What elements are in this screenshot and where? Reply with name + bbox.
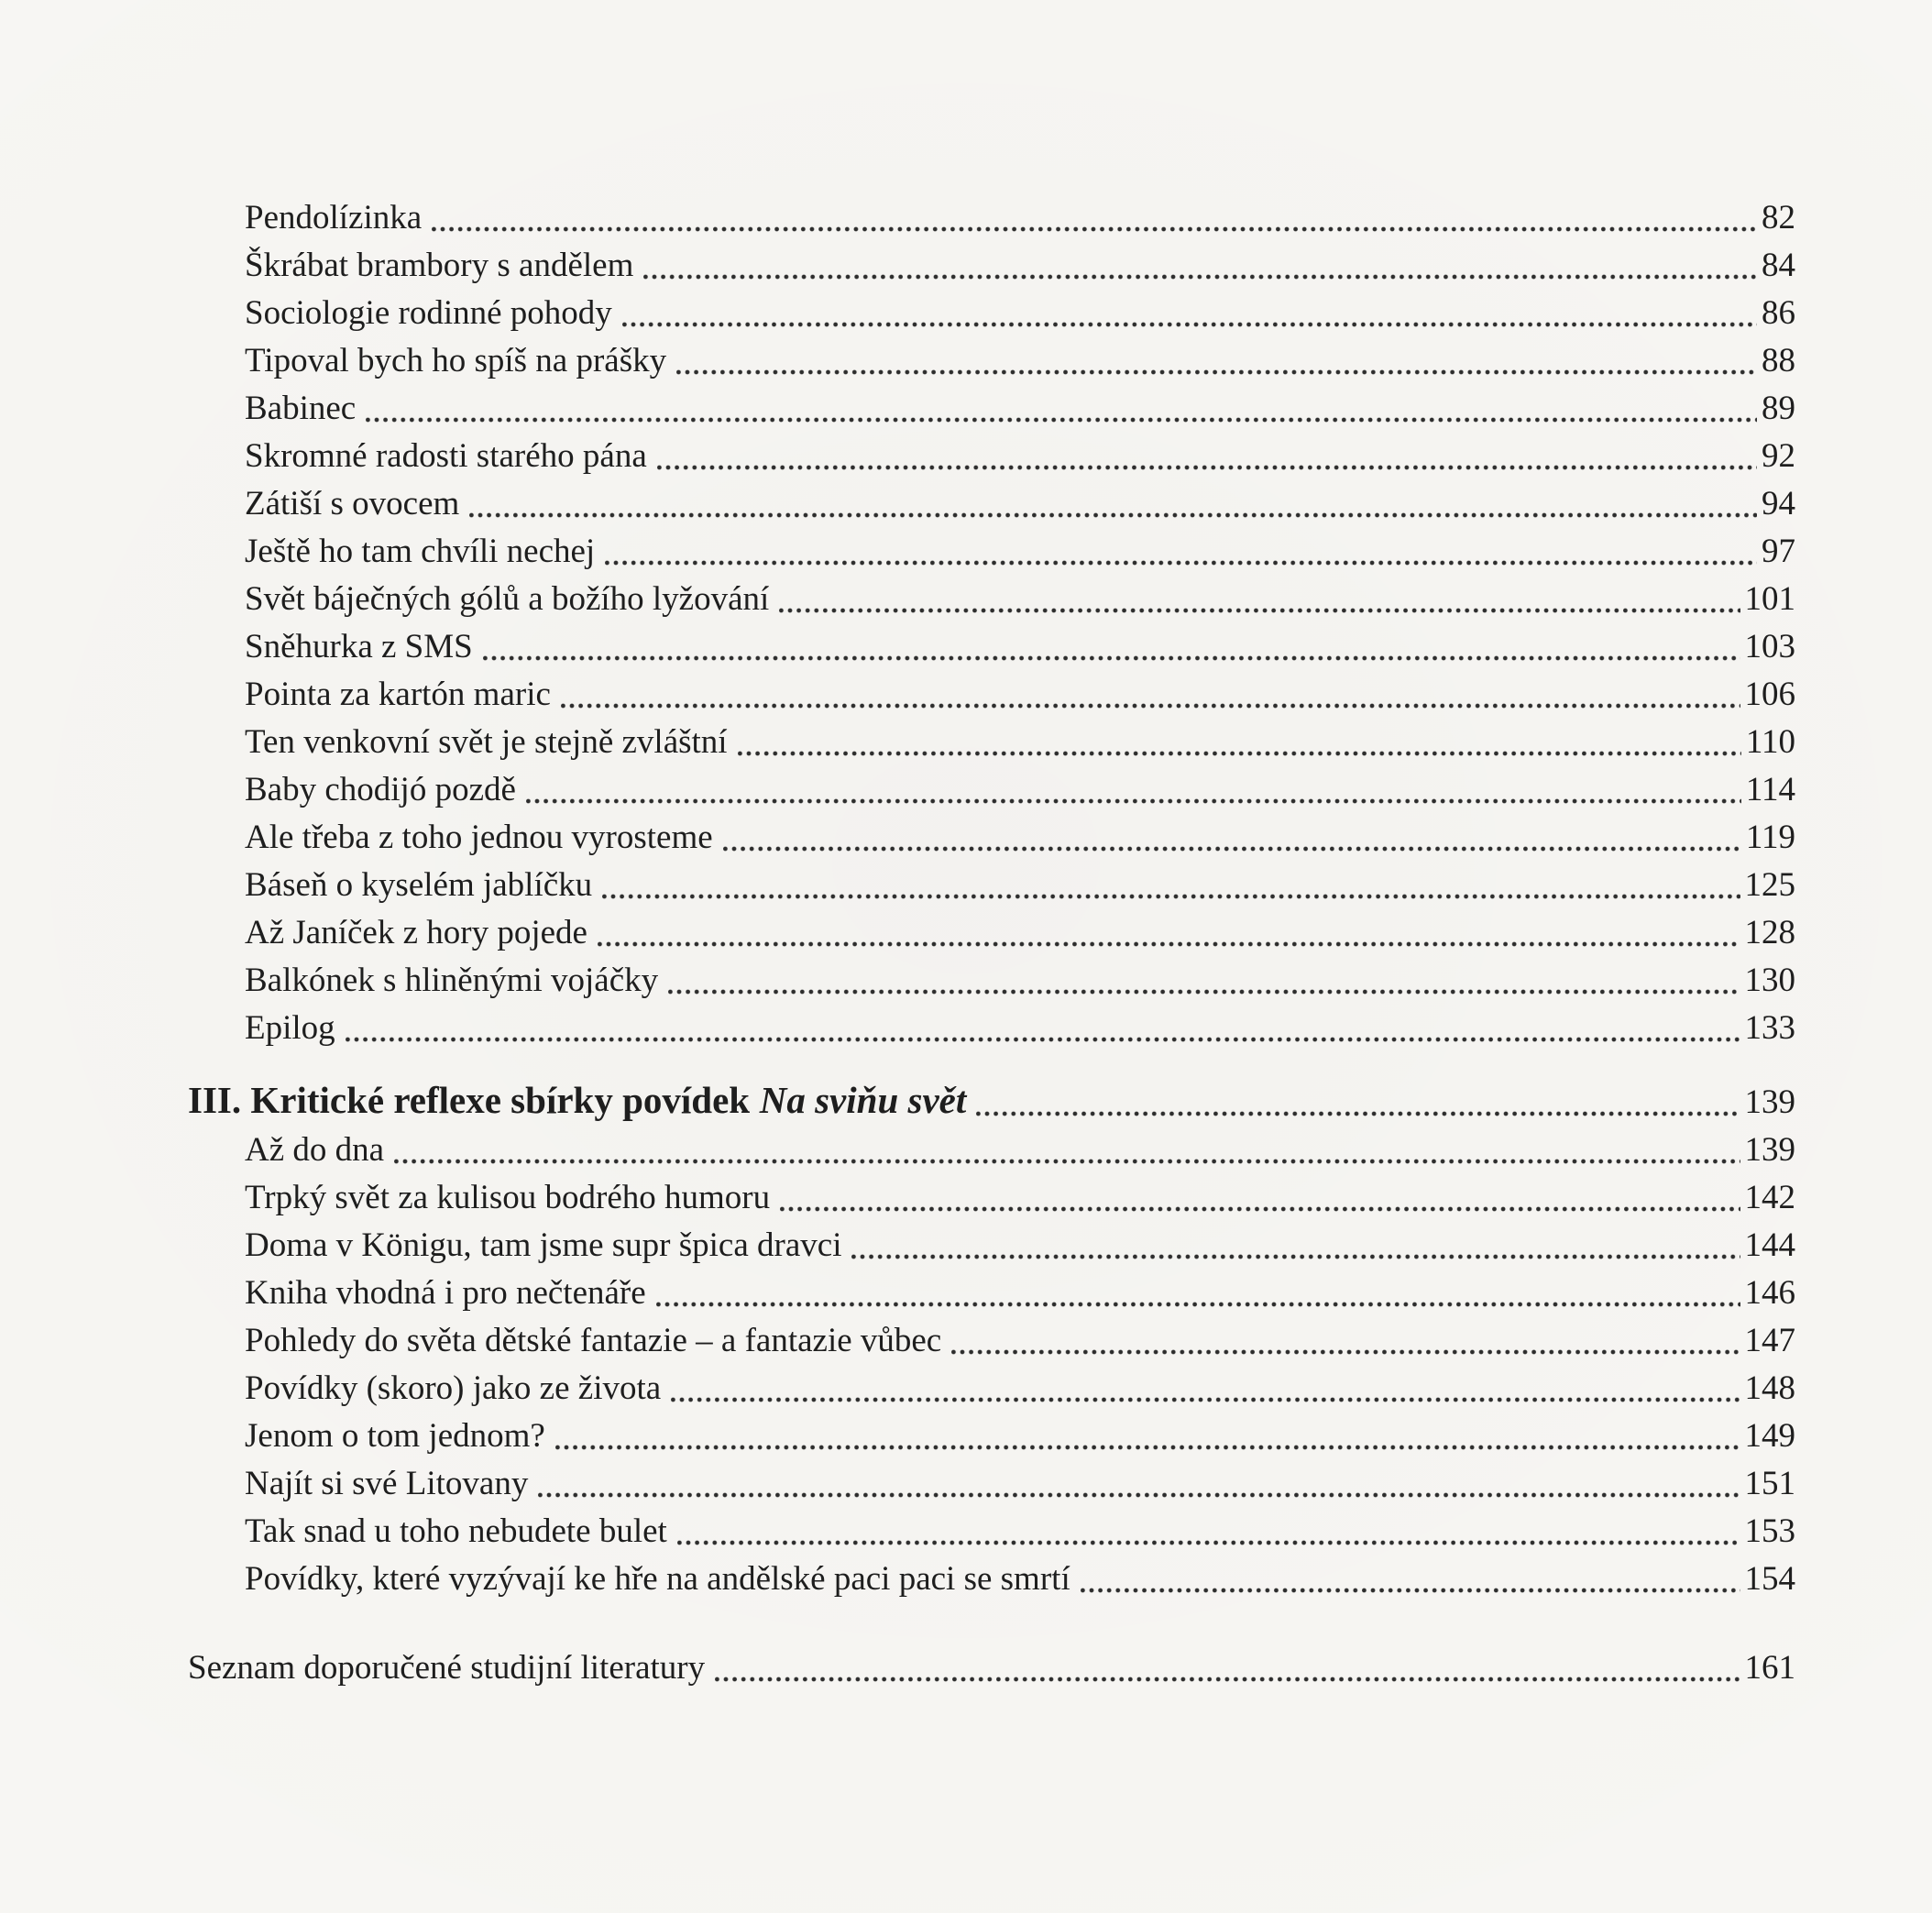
toc-entry-page: 89: [1762, 390, 1795, 427]
toc-entry-row: [188, 290, 1795, 337]
toc-entry-title: Báseň o kyselém jablíčku: [245, 866, 593, 904]
dot-leader: [469, 480, 1757, 528]
dot-leader: [643, 242, 1757, 290]
toc-entry-page: 84: [1762, 247, 1795, 284]
toc-entry-title: Pointa za kartón maric: [245, 676, 551, 713]
toc-entry-row: [188, 1413, 1795, 1460]
toc-entry-title: Pohledy do světa dětské fantazie – a fantazie vůbec: [245, 1322, 942, 1359]
toc-entry-page: 110: [1745, 723, 1795, 761]
toc-entry-title: Sněhurka z SMS: [245, 628, 473, 665]
toc-entry-title: Tipoval bych ho spíš na prášky: [245, 342, 667, 379]
dot-leader: [483, 623, 1740, 671]
toc-entry-page: 88: [1762, 342, 1795, 379]
toc-entry-row: [188, 576, 1795, 623]
toc-entry-page: 151: [1744, 1465, 1795, 1502]
toc-entry-page: 149: [1744, 1417, 1795, 1455]
toc-entry-row: [188, 337, 1795, 385]
dot-leader: [346, 1005, 1740, 1052]
toc-entry-row: [188, 671, 1795, 719]
dot-leader: [723, 814, 1741, 862]
toc-entry-page: 114: [1745, 771, 1795, 808]
toc-entry-row: [188, 194, 1795, 242]
dot-leader: [677, 1508, 1740, 1556]
dot-leader: [780, 1174, 1740, 1222]
toc-entry-page: 94: [1762, 485, 1795, 522]
toc-entry-row: [188, 1556, 1795, 1603]
dot-leader: [598, 909, 1740, 957]
toc-entry-title: Povídky, které vyzývají ke hře na andělské paci paci se smrtí: [245, 1560, 1070, 1598]
toc-entry-row: [188, 862, 1795, 909]
toc-entry-title: Ještě ho tam chvíli nechej: [245, 533, 596, 570]
toc-entry-page: 125: [1744, 866, 1795, 904]
toc-entry-row: [188, 1127, 1795, 1174]
toc-entry-page: 92: [1762, 437, 1795, 475]
toc-entry-row: [188, 1174, 1795, 1222]
toc-entry-title: Zátiší s ovocem: [245, 485, 460, 522]
toc-entry-row: [188, 623, 1795, 671]
toc-entry-page: 147: [1744, 1322, 1795, 1359]
dot-leader: [657, 433, 1757, 480]
toc-entry-page: 153: [1744, 1512, 1795, 1550]
toc-entry-row: [188, 528, 1795, 576]
dot-leader: [951, 1317, 1740, 1365]
toc-entry-page: 130: [1744, 962, 1795, 999]
toc-entry-row: [188, 814, 1795, 862]
toc-entry-title: Pendolízinka: [245, 199, 423, 236]
dot-leader: [671, 1365, 1740, 1413]
toc-entry-row: [188, 433, 1795, 480]
toc-entry-page: 128: [1744, 914, 1795, 951]
toc-entry-row: [188, 1270, 1795, 1317]
toc-entry-page: 148: [1744, 1369, 1795, 1407]
toc-literature-row: [188, 1644, 1795, 1692]
toc-entry-row: [188, 1508, 1795, 1556]
dot-leader: [555, 1413, 1740, 1460]
toc-entry-page: 86: [1762, 294, 1795, 332]
dot-leader: [538, 1460, 1740, 1508]
toc-entry-row: [188, 1222, 1795, 1270]
toc-entry-title: Škrábat brambory s andělem: [245, 247, 634, 284]
toc-entry-title: Baby chodijó pozdě: [245, 771, 516, 808]
toc-entry-title: Epilog: [245, 1009, 335, 1047]
toc-entry-page: 119: [1745, 819, 1795, 856]
toc-section-heading-row: [188, 1076, 1795, 1127]
toc-entry-page: 106: [1744, 676, 1795, 713]
toc-entry-title: Trpký svět za kulisou bodrého humoru: [245, 1179, 771, 1216]
toc-entry-title: Ten venkovní svět je stejně zvláštní: [245, 723, 728, 761]
toc-entry-title: Sociologie rodinné pohody: [245, 294, 612, 332]
dot-leader: [1081, 1556, 1740, 1603]
toc-entry-row: [188, 1317, 1795, 1365]
toc-entry-page: 139: [1744, 1083, 1795, 1121]
toc-entry-row: [188, 385, 1795, 433]
toc-entry-row: [188, 1365, 1795, 1413]
toc-entry-page: 101: [1744, 580, 1795, 618]
toc-entry-title: Až do dna: [245, 1131, 385, 1169]
dot-leader: [779, 576, 1740, 623]
toc-entry-page: 142: [1744, 1179, 1795, 1216]
dot-leader: [622, 290, 1757, 337]
section-heading-book-title: Na sviňu svět: [759, 1079, 967, 1121]
section-heading-label: III. Kritické reflexe sbírky povídek: [188, 1079, 751, 1121]
toc-entry-title: Kniha vhodná i pro nečtenáře: [245, 1274, 646, 1312]
toc-entry-row: [188, 909, 1795, 957]
toc-entry-page: 146: [1744, 1274, 1795, 1312]
dot-leader: [738, 719, 1741, 766]
toc-entry-page: 103: [1744, 628, 1795, 665]
toc-entry-page: 144: [1744, 1226, 1795, 1264]
dot-leader: [656, 1270, 1740, 1317]
toc-entry-title: Povídky (skoro) jako ze života: [245, 1369, 662, 1407]
dot-leader: [526, 766, 1741, 814]
toc-entry-page: 139: [1744, 1131, 1795, 1169]
toc-entry-row: [188, 719, 1795, 766]
toc-entry-page: 97: [1762, 533, 1795, 570]
dot-leader: [676, 337, 1757, 385]
toc-section3-entries: [188, 1127, 1795, 1603]
toc-entry-title: Seznam doporučené studijní literatury: [188, 1649, 706, 1687]
dot-leader: [394, 1127, 1740, 1174]
dot-leader: [561, 671, 1740, 719]
dot-leader: [366, 385, 1757, 433]
toc-entry-title: Svět báječných gólů a božího lyžování: [245, 580, 770, 618]
dot-leader: [851, 1222, 1740, 1270]
toc-entry-page: 154: [1744, 1560, 1795, 1598]
toc-entry-row: [188, 480, 1795, 528]
table-of-contents: [188, 194, 1795, 1692]
toc-entry-row: [188, 1005, 1795, 1052]
toc-entry-title: Až Janíček z hory pojede: [245, 914, 587, 951]
toc-entry-row: [188, 1460, 1795, 1508]
toc-entry-row: [188, 242, 1795, 290]
toc-entry-title: Najít si své Litovany: [245, 1465, 529, 1502]
toc-entry-title: Tak snad u toho nebudete bulet: [245, 1512, 667, 1550]
toc-entry-title: Skromné radosti starého pána: [245, 437, 647, 475]
dot-leader: [432, 194, 1757, 242]
toc-entry-title: Ale třeba z toho jednou vyrosteme: [245, 819, 713, 856]
dot-leader: [605, 528, 1757, 576]
toc-entry-page: 161: [1744, 1649, 1795, 1687]
dot-leader: [715, 1644, 1740, 1692]
toc-entry-title: Balkónek s hliněnými vojáčky: [245, 962, 659, 999]
dot-leader: [976, 1076, 1740, 1127]
dot-leader: [602, 862, 1740, 909]
toc-part-entries: [188, 194, 1795, 1052]
toc-entry-row: [188, 957, 1795, 1005]
toc-entry-page: 82: [1762, 199, 1795, 236]
toc-entry-row: [188, 766, 1795, 814]
toc-entry-page: 133: [1744, 1009, 1795, 1047]
toc-entry-title: Jenom o tom jednom?: [245, 1417, 545, 1455]
dot-leader: [668, 957, 1740, 1005]
toc-entry-title: Babinec: [245, 390, 357, 427]
toc-entry-title: Doma v Königu, tam jsme supr špica dravci: [245, 1226, 842, 1264]
